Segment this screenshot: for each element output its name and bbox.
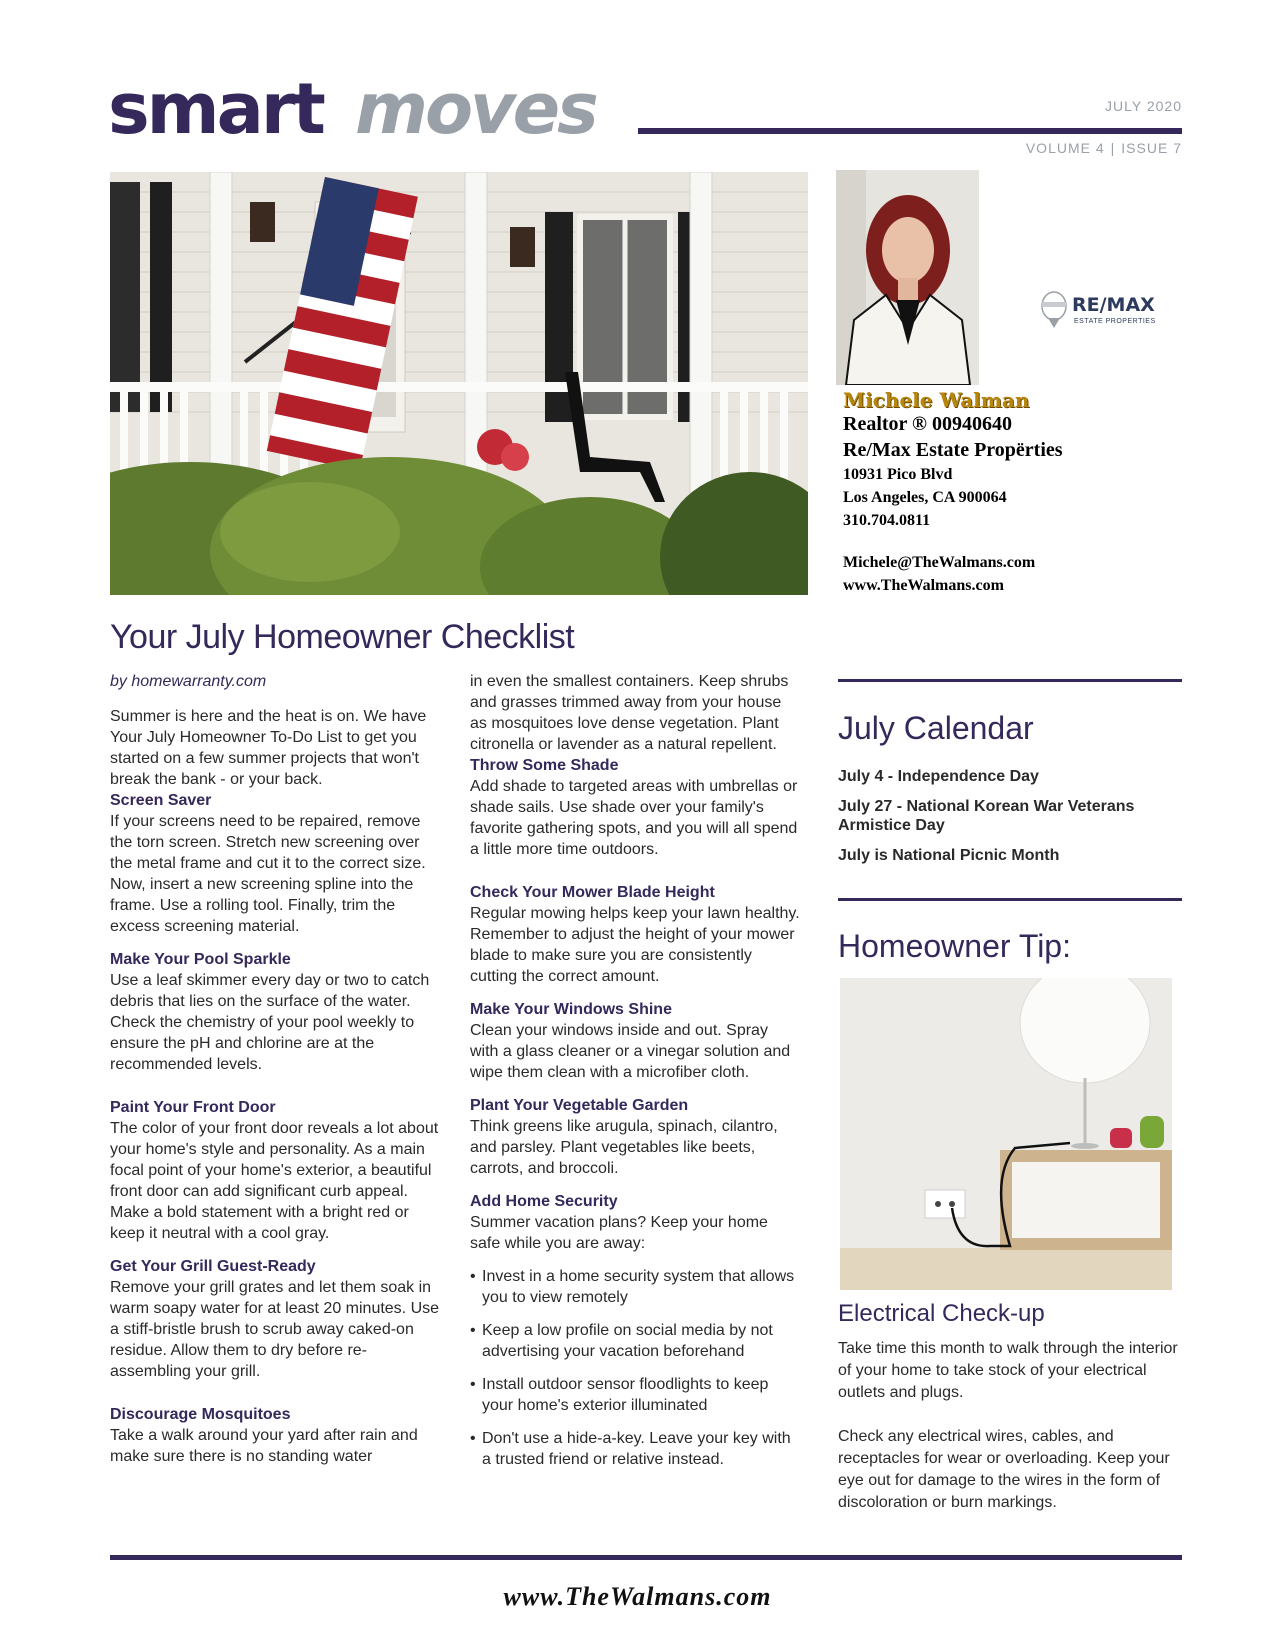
section-garden <box>470 1095 800 1179</box>
section-body: Summer vacation plans? Keep your home safe while you are away: <box>470 1214 768 1252</box>
section-body-part1: Take a walk around your yard after rain and make sure there is no standing water <box>110 1427 418 1465</box>
list-item: • Invest in a home security system that allows you to view remotely <box>470 1266 800 1308</box>
section-heading: Paint Your Front Door <box>110 1099 276 1116</box>
tip-paragraph: Check any electrical wires, cables, and receptacles for wear or overloading. Keep your eye out for damage to the wires in the form of discoloration or burn markings. <box>838 1428 1170 1511</box>
calendar-item: July is National Picnic Month <box>838 847 1060 864</box>
tip-paragraph: Take time this month to walk through the interior of your home to take stock of your electrical outlets and plugs. <box>838 1340 1178 1401</box>
security-list <box>470 1266 800 1470</box>
calendar-item: July 4 - Independence Day <box>838 768 1039 785</box>
agent-company: Re/Max Estate Propërties <box>843 439 1063 461</box>
section-windows <box>470 999 800 1083</box>
article-column-right <box>470 671 800 1482</box>
section-heading: Throw Some Shade <box>470 757 619 774</box>
masthead-rule <box>638 128 1182 134</box>
section-body: If your screens need to be repaired, remove the torn screen. Stretch new screening over the metal frame and cut it to the correct size. Now, insert a new screening spline into the frame. Use a rolling tool. Finally, trim the excess screening material. <box>110 813 426 935</box>
tip-body <box>838 1338 1178 1536</box>
lamp-outlet-illustration <box>840 978 1172 1290</box>
section-body: Remove your grill grates and let them soak in warm soapy water for at least 20 minutes. Use a stiff-bristle brush to scrub away caked-on residue. Allow them to dry before re-assembling your grill. <box>110 1279 440 1380</box>
tip-rule <box>838 898 1182 901</box>
agent-email[interactable]: Michele@TheWalmans.com <box>843 554 1036 571</box>
section-heading: Add Home Security <box>470 1193 618 1210</box>
article-byline: by homewarranty.com <box>110 673 267 690</box>
calendar-rule <box>838 679 1182 682</box>
section-heading: Make Your Pool Sparkle <box>110 951 291 968</box>
section-front-door <box>110 1097 440 1244</box>
section-heading: Discourage Mosquitoes <box>110 1406 291 1423</box>
article-title: Your July Homeowner Checklist <box>110 618 575 656</box>
agent-portrait-illustration <box>836 170 979 385</box>
agent-website[interactable]: www.TheWalmans.com <box>843 577 1004 594</box>
tip-subtitle: Electrical Check-up <box>838 1300 1045 1327</box>
agent-address-street: 10931 Pico Blvd <box>843 466 953 483</box>
remax-logo <box>1040 290 1170 334</box>
porch-illustration <box>110 172 808 595</box>
section-body: Add shade to targeted areas with umbrellas or shade sails. Use shade over your family's favorite gathering spots, and you will all spend a little more time outdoors. <box>470 778 798 858</box>
brand-smart: smart <box>108 68 323 150</box>
list-item: • Don't use a hide-a-key. Leave your key with a trusted friend or relative instead. <box>470 1428 800 1470</box>
list-item: • Keep a low profile on social media by not advertising your vacation beforehand <box>470 1320 800 1362</box>
section-grill <box>110 1256 440 1382</box>
section-mosquitoes <box>110 1404 440 1467</box>
calendar-title: July Calendar <box>838 710 1034 746</box>
footer-rule <box>110 1555 1182 1560</box>
section-heading: Check Your Mower Blade Height <box>470 884 715 901</box>
hero-porch-photo <box>110 172 808 595</box>
section-heading: Get Your Grill Guest-Ready <box>110 1258 316 1275</box>
section-body: Think greens like arugula, spinach, cilantro, and parsley. Plant vegetables like beets, carrots, and broccoli. <box>470 1118 778 1177</box>
footer-website-link[interactable]: www.TheWalmans.com <box>503 1582 772 1611</box>
tip-title: Homeowner Tip: <box>838 928 1071 964</box>
section-body: Regular mowing helps keep your lawn healthy. Remember to adjust the height of your mower blade to make sure you are consistently cutting the correct amount. <box>470 905 800 985</box>
section-security <box>470 1191 800 1470</box>
agent-license: Realtor ® 00940640 <box>843 413 1012 435</box>
article-column-left <box>110 706 440 1479</box>
brand-moves: moves <box>355 68 596 150</box>
agent-address-city: Los Angeles, CA 900064 <box>843 489 1007 506</box>
remax-wordmark: RE/MAX <box>1072 294 1155 316</box>
agent-name: Michele Walman <box>843 388 1030 412</box>
volume-label: VOLUME 4 <box>1025 140 1105 156</box>
volume-separator: | <box>1110 140 1116 156</box>
tip-lamp-photo <box>840 978 1172 1290</box>
section-heading: Screen Saver <box>110 792 212 809</box>
list-item: • Install outdoor sensor floodlights to keep your home's exterior illuminated <box>470 1374 800 1416</box>
section-body: Clean your windows inside and out. Spray with a glass cleaner or a vinegar solution and wipe them clean with a microfiber cloth. <box>470 1022 791 1081</box>
agent-phone: 310.704.0811 <box>843 512 931 529</box>
volume-issue <box>1026 140 1182 156</box>
agent-portrait <box>836 170 979 385</box>
section-screen-saver <box>110 790 440 937</box>
section-shade <box>470 755 800 860</box>
section-heading: Make Your Windows Shine <box>470 1001 672 1018</box>
section-pool <box>110 949 440 1075</box>
section-body: The color of your front door reveals a lot about your home's style and personality. As a main focal point of your home's exterior, a beautiful front door can add significant curb appeal. Make a bold statement with a bright red or keep it neutral with a cool gray. <box>110 1120 439 1242</box>
issue-label: ISSUE 7 <box>1121 140 1182 156</box>
section-mower <box>470 882 800 987</box>
calendar-item: July 27 - National Korean War Veterans Armistice Day <box>838 798 1135 834</box>
section-heading: Plant Your Vegetable Garden <box>470 1097 689 1114</box>
remax-subtext: ESTATE PROPERTIES <box>1074 318 1156 325</box>
issue-date: JULY 2020 <box>1105 98 1182 114</box>
article-intro: Summer is here and the heat is on. We have Your July Homeowner To-Do List to get you started on a few summer projects that won't break the bank - or your back. <box>110 708 427 788</box>
section-body-part2: in even the smallest containers. Keep shrubs and grasses trimmed away from your house as mosquitoes love dense vegetation. Plant citronella or lavender as a natural repellent. <box>470 673 789 753</box>
section-body: Use a leaf skimmer every day or two to catch debris that lies on the surface of the water. Check the chemistry of your pool weekly to ensure the pH and chlorine are at the recommended levels. <box>110 972 430 1073</box>
